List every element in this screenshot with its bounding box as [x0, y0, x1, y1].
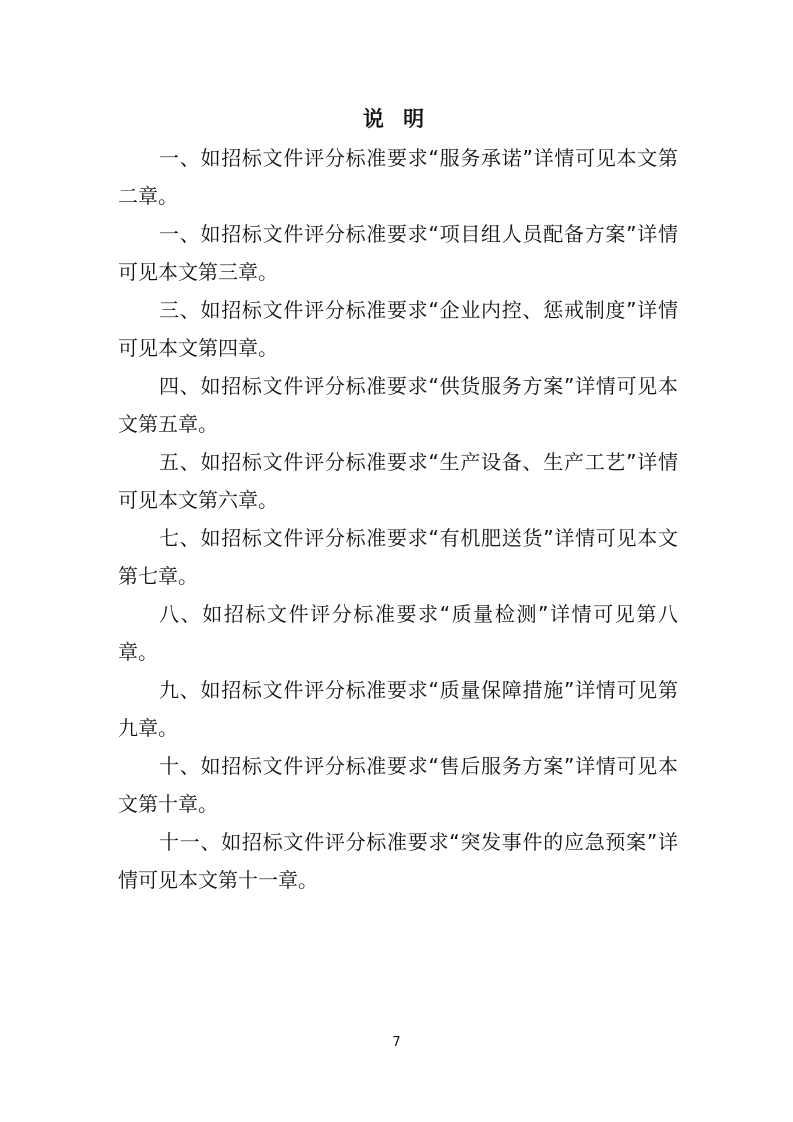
- instructions-list: [118, 139, 678, 899]
- instruction-paragraph: 一、如招标文件评分标准要求“服务承诺”详情可见本文第二章。: [118, 146, 678, 208]
- page-number: 7: [392, 1035, 401, 1050]
- instruction-paragraph: 九、如招标文件评分标准要求“质量保障措施”详情可见第九章。: [118, 678, 678, 740]
- instruction-paragraph: 三、如招标文件评分标准要求“企业内控、惩戒制度”详情可见本文第四章。: [118, 298, 678, 360]
- instruction-paragraph: 十、如招标文件评分标准要求“售后服务方案”详情可见本文第十章。: [118, 754, 678, 816]
- instruction-paragraph: 八、如招标文件评分标准要求“质量检测”详情可见第八章。: [118, 602, 678, 664]
- instruction-paragraph: 一、如招标文件评分标准要求“项目组人员配备方案”详情可见本文第三章。: [118, 222, 678, 284]
- instruction-paragraph: 十一、如招标文件评分标准要求“突发事件的应急预案”详情可见本文第十一章。: [118, 830, 678, 892]
- page-title: 说 明: [362, 107, 431, 131]
- instruction-paragraph: 七、如招标文件评分标准要求“有机肥送货”详情可见本文第七章。: [118, 526, 678, 588]
- instruction-paragraph: 四、如招标文件评分标准要求“供货服务方案”详情可见本文第五章。: [118, 374, 678, 436]
- instruction-paragraph: 五、如招标文件评分标准要求“生产设备、生产工艺”详情可见本文第六章。: [118, 450, 678, 512]
